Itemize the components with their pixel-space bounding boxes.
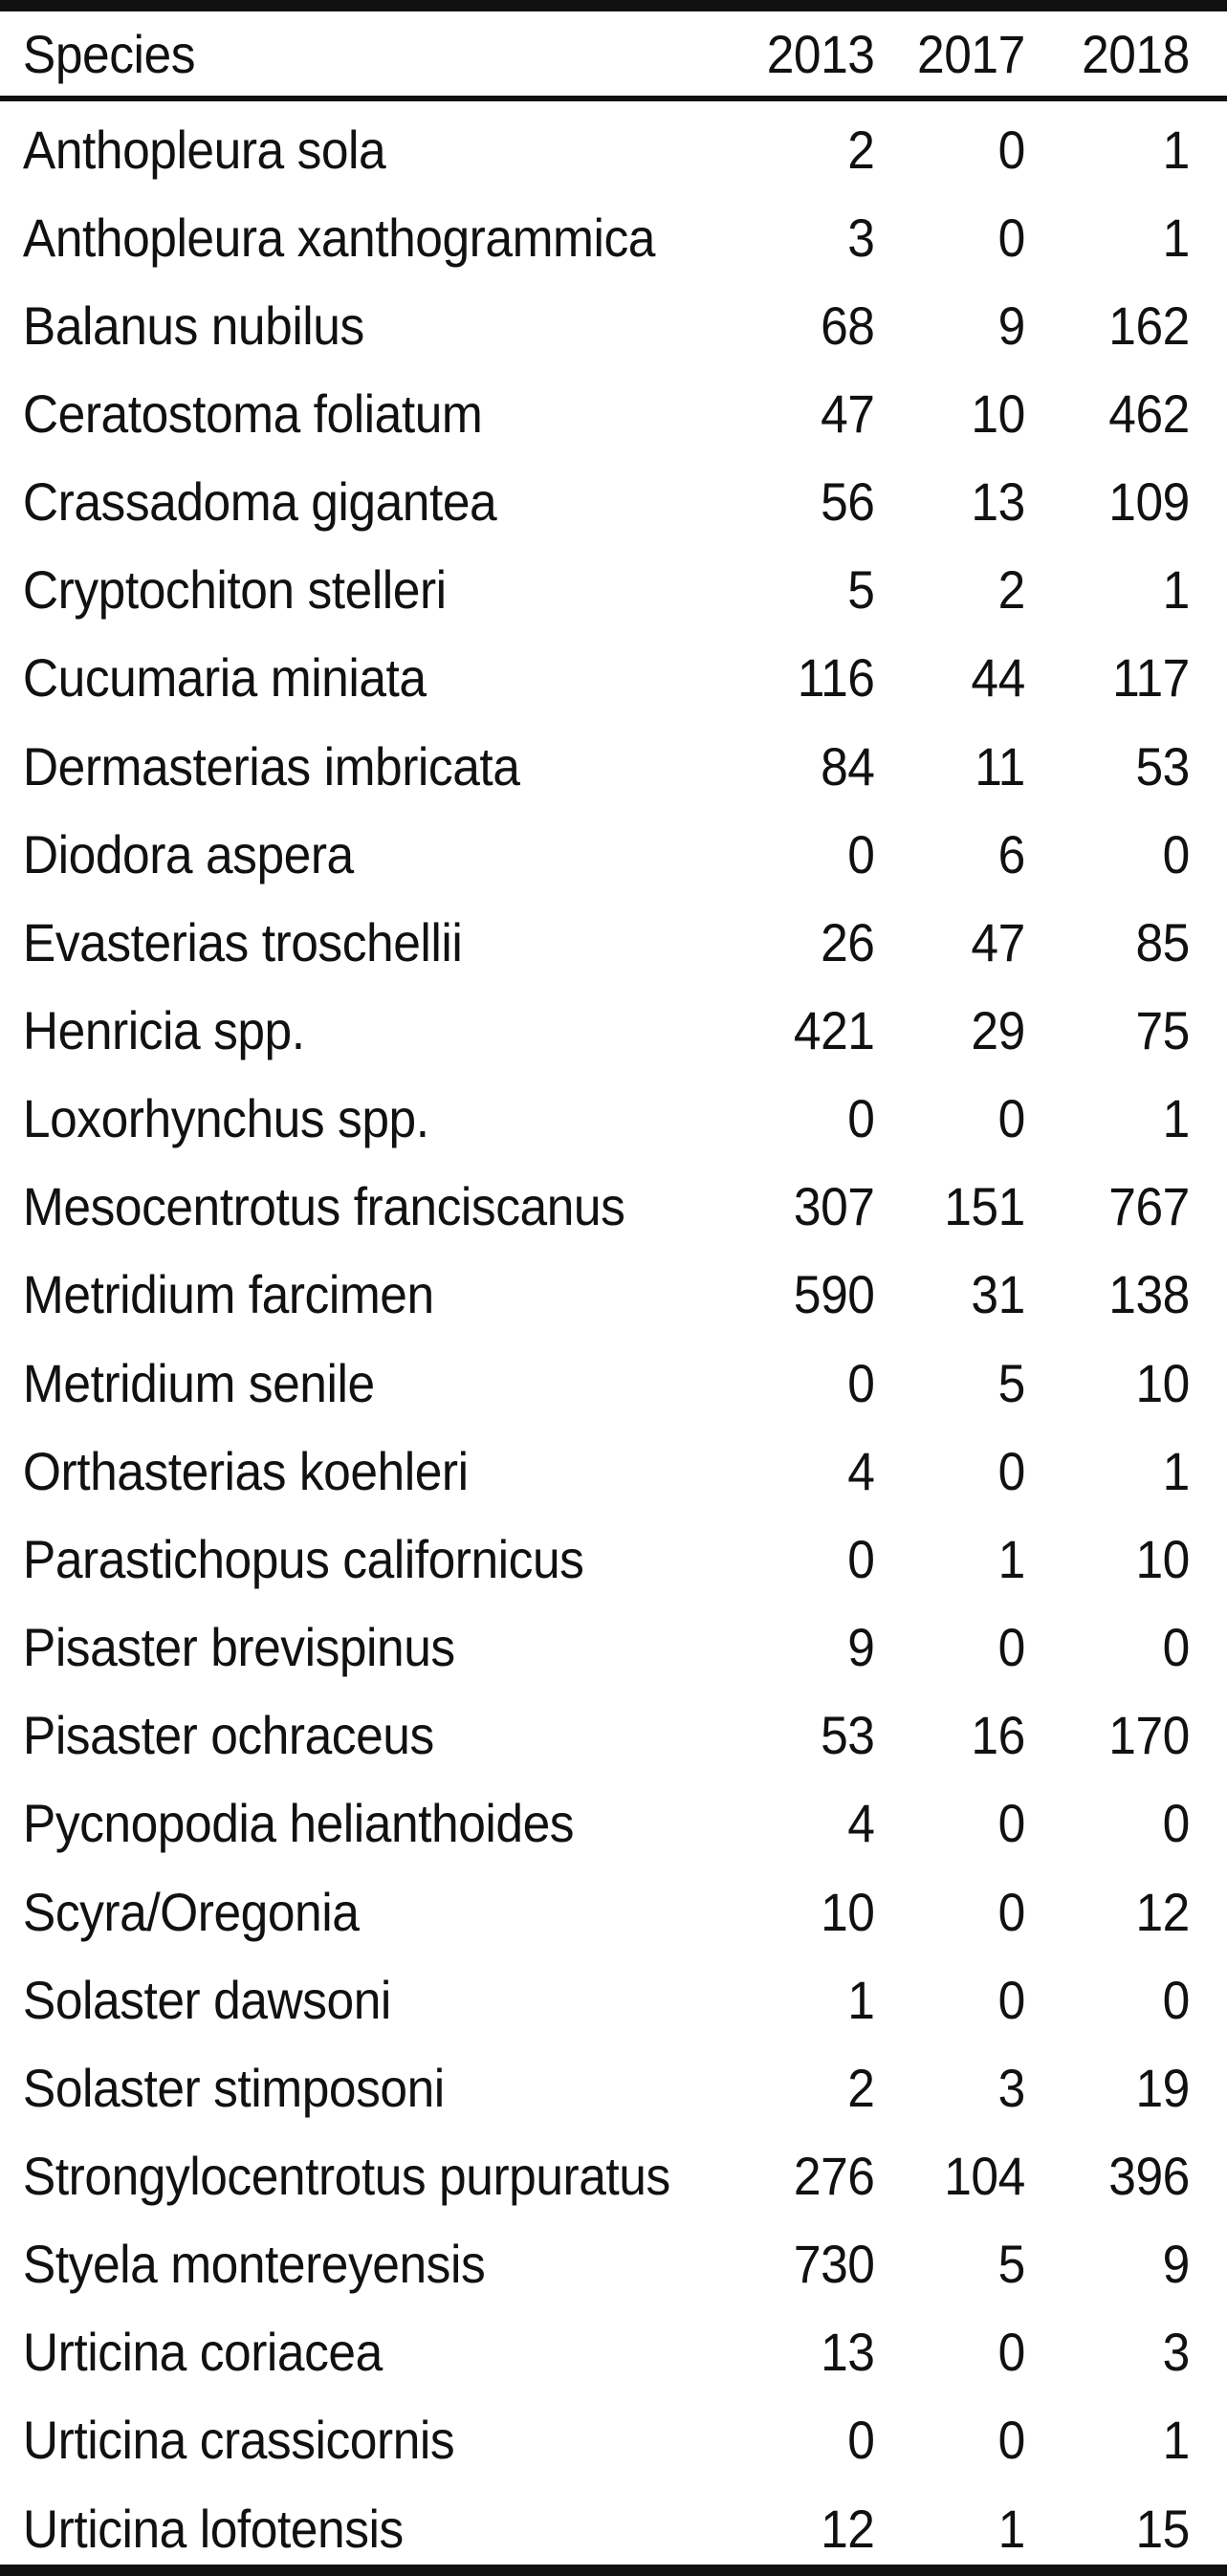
row-value-2017: 13 [971,471,1025,533]
table-bottom-rule [0,2565,1227,2576]
row-value-2018: 53 [1135,735,1190,797]
row-value-2013: 68 [821,295,875,356]
row-value-2017: 3 [997,2057,1025,2118]
row-species: Anthopleura sola [22,119,386,180]
row-species: Loxorhynchus spp. [22,1088,429,1149]
row-species: Parastichopus californicus [22,1528,584,1589]
row-value-2017: 1 [997,1528,1025,1589]
row-species: Pisaster ochraceus [22,1705,434,1766]
row-species: Crassadoma gigantea [22,471,497,533]
table-row [0,105,1190,193]
row-species: Ceratostoma foliatum [22,382,483,444]
row-value-2018: 10 [1135,1528,1190,1589]
row-species: Urticina lofotensis [22,2498,404,2559]
row-value-2013: 4 [847,1440,875,1501]
row-value-2017: 16 [971,1705,1025,1766]
row-value-2017: 44 [971,647,1025,709]
row-value-2018: 10 [1135,1352,1190,1413]
row-value-2017: 0 [997,2410,1025,2471]
row-species: Dermasterias imbricata [22,735,520,797]
row-value-2013: 0 [847,823,875,884]
table-row [0,2043,1190,2131]
row-value-2013: 0 [847,1352,875,1413]
row-value-2018: 767 [1108,1176,1190,1237]
row-value-2013: 3 [847,207,875,268]
row-species: Solaster dawsoni [22,1969,391,2030]
header-2018: 2018 [1082,23,1190,84]
row-species: Scyra/Oregonia [22,1881,360,1942]
row-value-2018: 0 [1162,823,1190,884]
table-row [0,1251,1190,1339]
table-row [0,546,1190,634]
table-row [0,193,1190,281]
row-value-2017: 0 [997,2322,1025,2383]
table-row [0,722,1190,810]
table-row [0,281,1190,369]
row-value-2018: 462 [1108,382,1190,444]
row-species: Urticina crassicornis [22,2410,455,2471]
table-row [0,1163,1190,1251]
row-species: Metridium senile [22,1352,375,1413]
row-value-2013: 26 [821,911,875,972]
table-row [0,1955,1190,2043]
table-row [0,2131,1190,2219]
row-value-2013: 9 [847,1617,875,1678]
row-species: Strongylocentrotus purpuratus [22,2145,670,2206]
row-value-2013: 116 [797,647,875,709]
row-value-2018: 1 [1162,207,1190,268]
row-value-2017: 9 [997,295,1025,356]
row-value-2017: 104 [944,2145,1025,2206]
table-row [0,987,1190,1075]
table-row [0,810,1190,898]
row-species: Styela montereyensis [22,2234,486,2295]
row-value-2013: 0 [847,2410,875,2471]
row-species: Henricia spp. [22,1000,305,1060]
row-value-2017: 11 [975,735,1025,797]
row-value-2017: 5 [997,1352,1025,1413]
row-species: Mesocentrotus franciscanus [22,1176,625,1237]
row-value-2018: 0 [1162,1793,1190,1854]
row-species: Urticina coriacea [22,2322,383,2383]
row-value-2017: 6 [997,823,1025,884]
row-value-2017: 2 [997,559,1025,621]
row-value-2017: 0 [997,1793,1025,1854]
row-value-2017: 47 [971,911,1025,972]
table-top-rule [0,0,1227,11]
row-value-2018: 9 [1162,2234,1190,2295]
row-value-2017: 0 [997,1088,1025,1149]
row-value-2017: 0 [997,1617,1025,1678]
table-row [0,1515,1190,1603]
row-value-2018: 162 [1108,295,1190,356]
row-value-2013: 276 [793,2145,875,2206]
table-row [0,2396,1190,2484]
row-value-2013: 12 [821,2498,875,2559]
row-value-2017: 0 [997,119,1025,180]
row-value-2018: 15 [1135,2498,1190,2559]
table-row [0,1427,1190,1515]
row-value-2013: 0 [847,1528,875,1589]
row-value-2013: 2 [847,2057,875,2118]
table-row [0,2220,1190,2308]
row-species: Cucumaria miniata [22,647,427,709]
row-value-2018: 19 [1135,2057,1190,2118]
row-value-2018: 1 [1162,119,1190,180]
row-value-2017: 0 [997,207,1025,268]
row-value-2013: 730 [793,2234,875,2295]
row-value-2018: 0 [1162,1617,1190,1678]
row-value-2017: 0 [997,1969,1025,2030]
table-row [0,1075,1190,1163]
row-species: Pycnopodia helianthoides [22,1793,575,1854]
row-value-2018: 138 [1108,1264,1190,1325]
row-value-2013: 1 [847,1969,875,2030]
table-row [0,1779,1190,1867]
row-value-2013: 4 [847,1793,875,1854]
row-value-2017: 0 [997,1881,1025,1942]
row-value-2018: 1 [1162,1440,1190,1501]
header-2013: 2013 [766,23,875,84]
row-value-2018: 109 [1108,471,1190,533]
table-row [0,1867,1190,1955]
row-value-2018: 1 [1162,559,1190,621]
row-value-2013: 84 [821,735,875,797]
header-species: Species [22,23,195,84]
row-species: Balanus nubilus [22,295,364,356]
row-species: Pisaster brevispinus [22,1617,455,1678]
row-value-2013: 53 [821,1705,875,1766]
table-row [0,369,1190,457]
row-value-2013: 47 [821,382,875,444]
row-value-2013: 307 [793,1176,875,1237]
row-value-2017: 5 [997,2234,1025,2295]
table-row [0,1692,1190,1779]
table-header-row [0,11,1190,96]
row-value-2018: 12 [1135,1881,1190,1942]
row-value-2013: 2 [847,119,875,180]
row-value-2018: 3 [1162,2322,1190,2383]
row-value-2013: 10 [821,1881,875,1942]
row-species: Evasterias troschellii [22,911,463,972]
row-value-2013: 0 [847,1088,875,1149]
row-value-2018: 75 [1135,1000,1190,1060]
row-value-2018: 1 [1162,2410,1190,2471]
row-value-2017: 151 [944,1176,1025,1237]
row-value-2018: 85 [1135,911,1190,972]
row-species: Cryptochiton stelleri [22,559,447,621]
row-species: Metridium farcimen [22,1264,434,1325]
row-value-2013: 5 [847,559,875,621]
table-row [0,2484,1190,2572]
row-value-2013: 13 [821,2322,875,2383]
row-value-2013: 421 [793,1000,875,1060]
table-row [0,634,1190,722]
row-value-2018: 1 [1162,1088,1190,1149]
table-row [0,898,1190,986]
row-species: Diodora aspera [22,823,354,884]
table-row [0,1604,1190,1692]
table-row [0,458,1190,546]
row-value-2018: 170 [1108,1705,1190,1766]
row-value-2013: 590 [793,1264,875,1325]
header-2017: 2017 [917,23,1025,84]
row-value-2017: 10 [971,382,1025,444]
row-value-2017: 1 [997,2498,1025,2559]
row-species: Orthasterias koehleri [22,1440,469,1501]
row-value-2017: 31 [971,1264,1025,1325]
table-row [0,1339,1190,1427]
table-header-rule [0,96,1227,101]
row-value-2018: 117 [1112,647,1190,709]
row-species: Solaster stimposoni [22,2057,445,2118]
row-value-2018: 0 [1162,1969,1190,2030]
row-value-2017: 0 [997,1440,1025,1501]
table-row [0,2308,1190,2396]
row-species: Anthopleura xanthogrammica [22,207,655,268]
row-value-2017: 29 [971,1000,1025,1060]
row-value-2013: 56 [821,471,875,533]
row-value-2018: 396 [1108,2145,1190,2206]
